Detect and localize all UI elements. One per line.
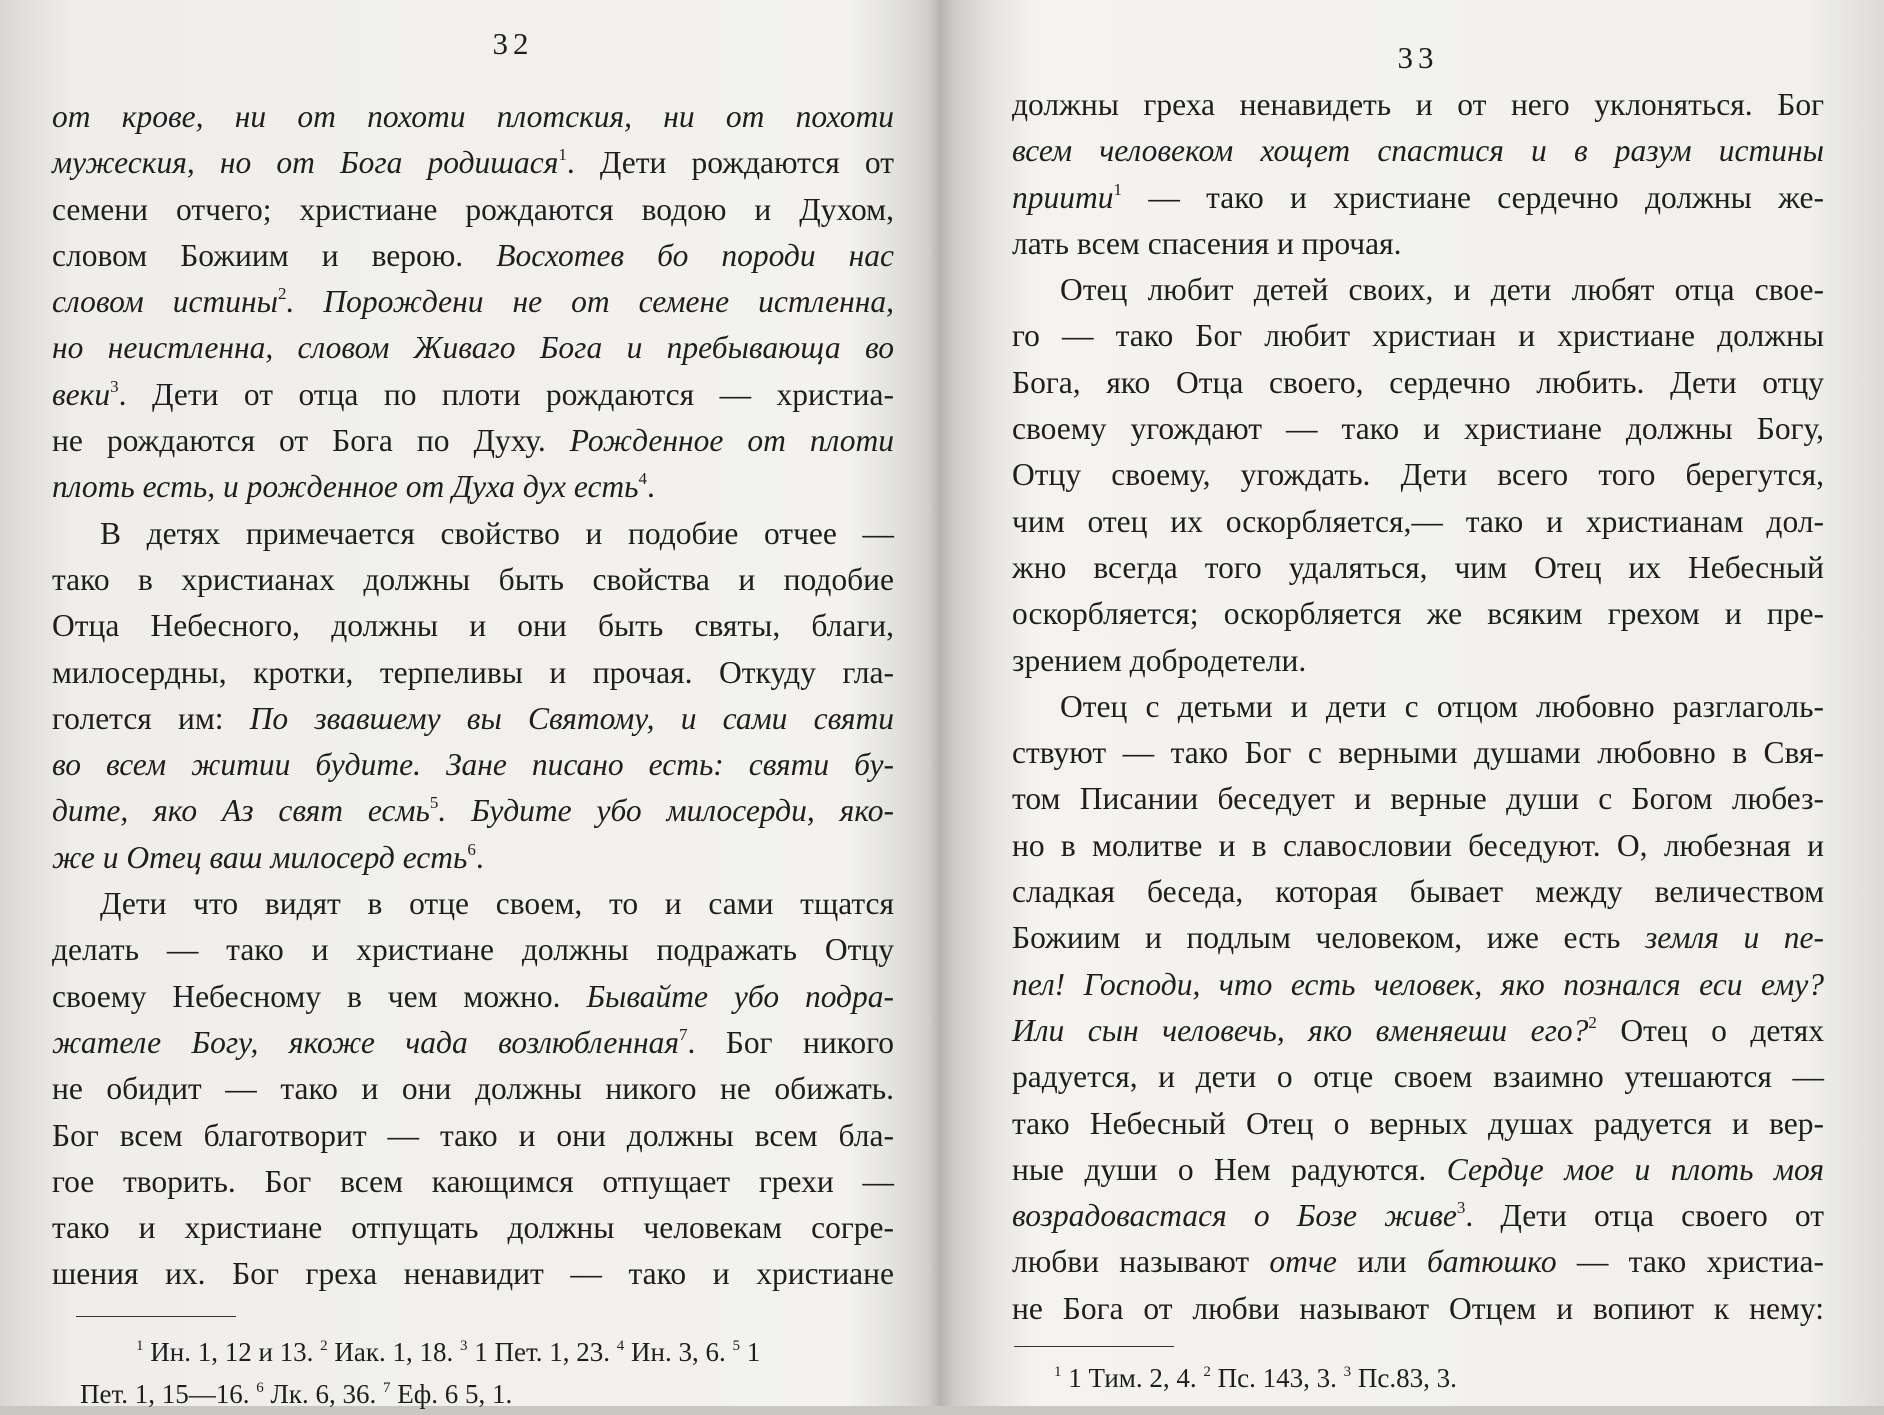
- footnote-text: Пет. 1, 15—16.: [80, 1378, 257, 1409]
- text-line: [52, 557, 894, 603]
- footnotes: [52, 1373, 894, 1415]
- text-line: [52, 835, 894, 881]
- text-line: [1012, 499, 1824, 545]
- text-line: [52, 788, 894, 834]
- text: зрением добродетели.: [1012, 642, 1307, 678]
- text-line: [1012, 82, 1824, 128]
- text: тако и христиане отпущать должны человекам согре-: [52, 1210, 894, 1246]
- italic-text: всем человеком хощет спастися и в разум истины: [1012, 133, 1824, 169]
- footnote-ref: 2: [277, 284, 287, 304]
- text: не обидит — тако и они должны никого не обижать.: [52, 1071, 894, 1107]
- text: — тако и христиане сердечно должны же-: [1122, 179, 1824, 215]
- page-number: 32: [492, 26, 534, 61]
- italic-text: батюшко: [1426, 1244, 1557, 1280]
- text: шения их. Бог греха ненавидит — тако и христиане: [52, 1256, 894, 1292]
- italic-text: но неистленна, словом Живаго Бога и пребывающа во: [52, 330, 894, 366]
- text-line: [1012, 1193, 1824, 1239]
- footnote-ref: 3: [110, 376, 119, 396]
- footnote-mark: 3: [1343, 1364, 1352, 1381]
- footnote-ref: 4: [638, 469, 648, 489]
- italic-text: плоть есть, и рожденное от Духа дух есть: [52, 469, 639, 505]
- text-line: [52, 974, 894, 1020]
- text: не рождаются от Бога по Духу.: [52, 423, 570, 459]
- italic-text: мужеския, но от Бога родишася: [52, 145, 559, 181]
- text-line: [52, 1159, 894, 1205]
- italic-text: же и Отец ваш милосерд есть: [52, 839, 468, 875]
- text: . Дети рождаются от: [566, 145, 894, 181]
- footnote-ref: 2: [1588, 1012, 1597, 1032]
- text-line: [1012, 915, 1824, 961]
- italic-text: словом истины: [52, 284, 278, 320]
- italic-text: Сердце мое и плоть моя: [1446, 1151, 1824, 1187]
- text-line: [52, 742, 894, 788]
- text: .: [475, 839, 484, 875]
- footnote-ref: 7: [678, 1024, 688, 1044]
- text-line: [52, 1066, 894, 1112]
- footnotes: [52, 1331, 894, 1373]
- text-line: [52, 464, 894, 510]
- text: Бог всем благотворит — тако и они должны всем бла-: [52, 1117, 894, 1153]
- italic-text: Или сын человечь, яко вменяеши его?: [1012, 1012, 1589, 1048]
- text-line: [52, 1113, 894, 1159]
- text: Отец с детьми и дети с отцом любовно разглаголь-: [1060, 688, 1824, 724]
- footnote-mark: 4: [616, 1337, 625, 1354]
- text: Божиим и подлым человеком, иже есть: [1012, 920, 1645, 956]
- footnote-text: Лк. 6, 36.: [263, 1378, 383, 1409]
- text-line: [1012, 313, 1824, 359]
- text: ные души о Нем радуются.: [1012, 1151, 1447, 1187]
- text-line: [1012, 591, 1824, 637]
- italic-text: возрадовастася о Бозе живе: [1012, 1198, 1457, 1234]
- text: но в молитве и в славословии беседуют. О, любезная и: [1012, 827, 1824, 863]
- text: го — тако Бог любит христиан и христиане должны: [1012, 318, 1824, 354]
- text-line: [52, 140, 894, 186]
- footnote-rule: [76, 1316, 236, 1317]
- text-line: [1012, 406, 1824, 452]
- text-line: [52, 881, 894, 927]
- footnote-rule: [1014, 1346, 1174, 1347]
- italic-text: пел! Господи, что есть человек, яко познался еси ему?: [1012, 966, 1824, 1002]
- text: любви называют: [1012, 1244, 1270, 1280]
- text: Дети что видят в отце своем, то и сами тщатся: [100, 886, 894, 922]
- text: чим отец их оскорбляется,— тако и христианам дол-: [1012, 503, 1824, 539]
- text-line: [1012, 823, 1824, 869]
- text-line: [52, 603, 894, 649]
- text-line: [52, 696, 894, 742]
- footnote-text: Иак. 1, 18.: [327, 1336, 461, 1367]
- footnote-ref: 5: [429, 793, 439, 813]
- text: Отца Небесного, должны и они быть святы, благи,: [52, 608, 894, 644]
- text-line: [1012, 1054, 1824, 1100]
- italic-text: дите, яко Аз свят есмь: [52, 793, 430, 829]
- text-line: [1012, 1008, 1824, 1054]
- text: оскорбляется; оскорбляется же всяким грехом и пре-: [1012, 596, 1824, 632]
- text-line: [1012, 730, 1824, 776]
- italic-text: веки: [52, 376, 111, 412]
- page-body: [1012, 82, 1824, 1332]
- italic-text: Бывайте убо подра-: [586, 978, 894, 1014]
- text: голется им:: [52, 700, 250, 736]
- text: Бога, яко Отца своего, сердечно любить. Дети отцу: [1012, 364, 1824, 400]
- text-line: [52, 1020, 894, 1066]
- text-line: [52, 650, 894, 696]
- text: семени отчего; христиане рождаются водою и Духом,: [52, 191, 894, 227]
- footnote-mark: 2: [320, 1337, 328, 1354]
- text-line: [1012, 221, 1824, 267]
- text: Отец любит детей своих, и дети любят отца свое-: [1060, 272, 1824, 308]
- text-line: [1012, 545, 1824, 591]
- text-line: [52, 511, 894, 557]
- text-line: [1012, 452, 1824, 498]
- text-line: [1012, 776, 1824, 822]
- italic-text: жателе Богу, якоже чада возлюбленная: [52, 1024, 679, 1060]
- italic-text: приити: [1012, 179, 1114, 215]
- text: не Бога от любви называют Отцем и вопиют к нему:: [1012, 1290, 1824, 1326]
- text: Отец о детях: [1596, 1012, 1825, 1048]
- italic-text: . Порождени не от семене истленна,: [286, 284, 894, 320]
- text: лать всем спасения и прочая.: [1012, 225, 1402, 261]
- footnote-mark: 6: [256, 1379, 264, 1396]
- text: словом Божиим и верою.: [52, 237, 497, 273]
- text-line: [1012, 128, 1824, 174]
- footnote-mark: 1: [136, 1337, 144, 1354]
- footnote-ref: 1: [1113, 179, 1122, 199]
- footnote-text: Еф. 6 5, 1.: [390, 1378, 513, 1409]
- footnote-mark: 5: [732, 1337, 740, 1354]
- text: своему угождают — тако и христиане должны Богу,: [1012, 411, 1824, 447]
- text-line: [1012, 1101, 1824, 1147]
- footnote-text: 1: [739, 1336, 761, 1367]
- text-line: [1012, 175, 1824, 221]
- text-line: [52, 1251, 894, 1297]
- text-line: [1012, 1147, 1824, 1193]
- italic-text: от крове, ни от похоти плотския, ни от похоти: [52, 99, 894, 134]
- footnote-text: Пс.83, 3.: [1351, 1363, 1457, 1394]
- text: ствуют — тако Бог с верными душами любовно в Свя-: [1012, 735, 1824, 771]
- text: — тако христиа-: [1556, 1244, 1825, 1280]
- footnote-text: 1 Пет. 1, 23.: [467, 1336, 617, 1367]
- footnote-text: Ин. 3, 6.: [624, 1336, 733, 1367]
- text-line: [52, 279, 894, 325]
- text: или: [1336, 1244, 1427, 1280]
- text-line: [52, 325, 894, 371]
- text: жно всегда того удаляться, чим Отец их Небесный: [1012, 549, 1824, 585]
- footnote-mark: 3: [460, 1337, 468, 1354]
- text-line: [52, 233, 894, 279]
- italic-text: Рожденное от плоти: [569, 423, 894, 459]
- left-page: [52, 0, 894, 1415]
- text-line: [52, 418, 894, 464]
- page-body: [52, 94, 894, 1298]
- footnote-ref: 6: [467, 839, 476, 859]
- italic-text: . Будите убо милосерди, яко-: [438, 793, 894, 829]
- italic-text: земля и пе-: [1644, 920, 1824, 956]
- text: делать — тако и христиане должны подражать Отцу: [52, 932, 894, 968]
- text: Отцу своему, угождать. Дети всего того берегутся,: [1012, 457, 1824, 493]
- footnote-text: 1 Тим. 2, 4.: [1061, 1363, 1204, 1394]
- text: тако в христианах должны быть свойства и подобие: [52, 561, 894, 597]
- footnote-ref: 3: [1456, 1198, 1466, 1218]
- text-line: [1012, 1286, 1824, 1332]
- text: В детях примечается свойство и подобие отчее —: [100, 515, 894, 551]
- text-line: [1012, 267, 1824, 313]
- footnote-text: Ин. 1, 12 и 13.: [143, 1336, 321, 1367]
- italic-text: во всем житии будите. Зане писано есть: святи бу-: [52, 747, 894, 783]
- text: . Дети от отца по плоти рождаются — христиа-: [118, 376, 894, 412]
- italic-text: По звавшему вы Святому, и сами святи: [249, 700, 894, 736]
- text: радуется, и дети о отце своем взаимно утешаются —: [1012, 1059, 1824, 1095]
- text: гое творить. Бог всем кающимся отпущает грехи —: [52, 1163, 894, 1199]
- text: должны греха ненавидеть и от него уклоняться. Бог: [1012, 87, 1824, 122]
- footnote-ref: 1: [558, 145, 567, 165]
- book-gutter: [906, 0, 992, 1406]
- text: своему Небесному в чем можно.: [52, 978, 587, 1014]
- footnote-mark: 2: [1203, 1364, 1211, 1381]
- footnotes: [1012, 1357, 1824, 1399]
- footnote-mark: 7: [382, 1379, 391, 1396]
- page-number: 33: [1397, 40, 1439, 75]
- text-line: [1012, 360, 1824, 406]
- text-line: [52, 372, 894, 418]
- text-line: [1012, 684, 1824, 730]
- italic-text: Восхотев бо породи нас: [496, 237, 894, 273]
- text-line: [52, 1205, 894, 1251]
- text: . Дети отца своего от: [1465, 1198, 1824, 1234]
- footnote-mark: 1: [1054, 1364, 1062, 1381]
- footnote-text: Пс. 143, 3.: [1210, 1363, 1344, 1394]
- text-line: [1012, 962, 1824, 1008]
- text: том Писании беседует и верные души с Богом любез-: [1012, 781, 1824, 817]
- right-page: [1012, 0, 1824, 1399]
- text-line: [1012, 1239, 1824, 1285]
- text: . Бог никого: [687, 1024, 895, 1060]
- text-line: [52, 94, 894, 140]
- text: .: [647, 469, 655, 505]
- italic-text: отче: [1269, 1244, 1337, 1280]
- text-line: [1012, 638, 1824, 684]
- text-line: [52, 927, 894, 973]
- text: сладкая беседа, которая бывает между величеством: [1012, 874, 1824, 910]
- text: тако Небесный Отец о верных душах радуется и вер-: [1012, 1105, 1824, 1141]
- text-line: [52, 187, 894, 233]
- text-line: [1012, 869, 1824, 915]
- text: милосердны, кротки, терпеливы и прочая. Откуду гла-: [52, 654, 894, 690]
